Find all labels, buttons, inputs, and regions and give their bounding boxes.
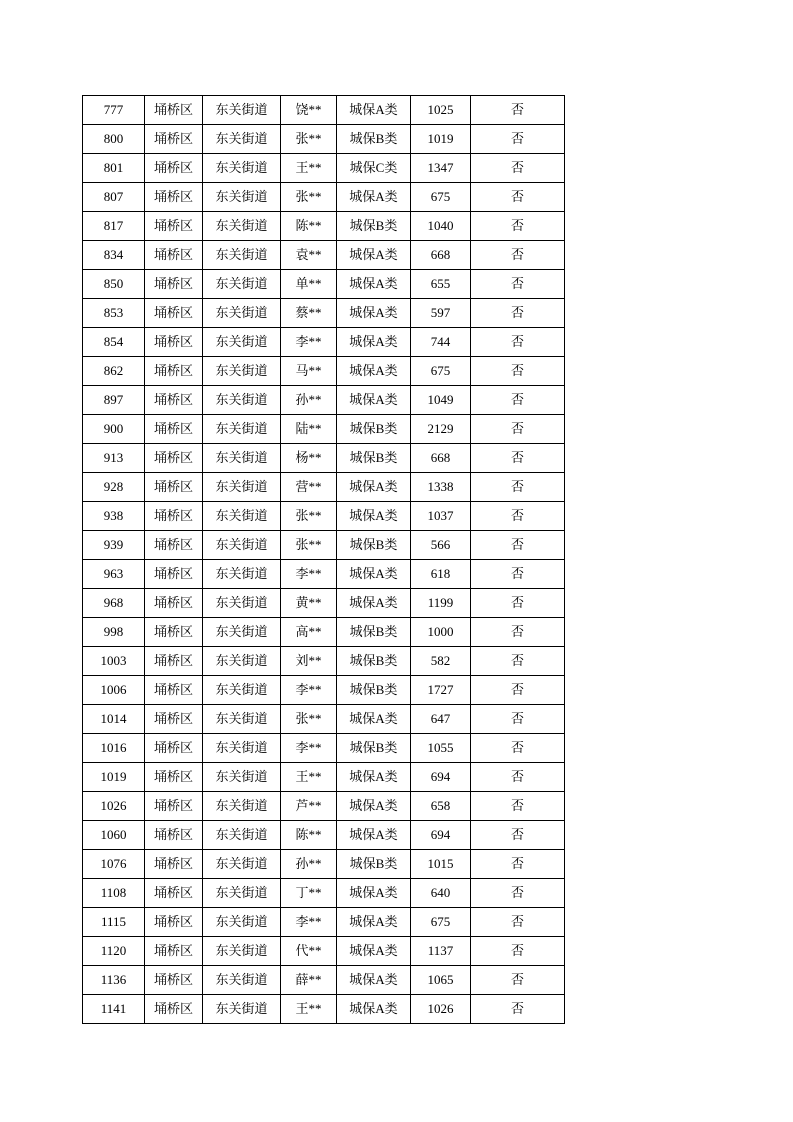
table-cell-type: 城保A类	[337, 821, 411, 850]
table-cell-flag: 否	[471, 560, 565, 589]
table-cell-id: 1141	[83, 995, 145, 1024]
table-cell-amount: 1338	[411, 473, 471, 502]
table-cell-type: 城保A类	[337, 763, 411, 792]
table-row	[83, 647, 565, 676]
table-cell-name: 丁**	[281, 879, 337, 908]
table-cell-district: 埇桥区	[145, 618, 203, 647]
table-cell-amount: 1199	[411, 589, 471, 618]
table-cell-type: 城保A类	[337, 908, 411, 937]
table-cell-flag: 否	[471, 792, 565, 821]
table-cell-amount: 618	[411, 560, 471, 589]
table-cell-street: 东关街道	[203, 415, 281, 444]
table-cell-district: 埇桥区	[145, 125, 203, 154]
table-cell-amount: 1037	[411, 502, 471, 531]
table-cell-id: 800	[83, 125, 145, 154]
table-cell-name: 马**	[281, 357, 337, 386]
table-cell-id: 963	[83, 560, 145, 589]
table-cell-id: 1115	[83, 908, 145, 937]
table-cell-id: 1108	[83, 879, 145, 908]
table-cell-amount: 1727	[411, 676, 471, 705]
table-cell-amount: 675	[411, 357, 471, 386]
table-container	[82, 95, 564, 1024]
table-cell-flag: 否	[471, 763, 565, 792]
table-cell-amount: 655	[411, 270, 471, 299]
table-cell-amount: 1055	[411, 734, 471, 763]
table-cell-name: 李**	[281, 908, 337, 937]
table-cell-amount: 744	[411, 328, 471, 357]
table-cell-street: 东关街道	[203, 879, 281, 908]
table-cell-id: 1076	[83, 850, 145, 879]
table-cell-district: 埇桥区	[145, 792, 203, 821]
table-cell-district: 埇桥区	[145, 473, 203, 502]
table-cell-type: 城保A类	[337, 96, 411, 125]
table-cell-flag: 否	[471, 995, 565, 1024]
table-cell-flag: 否	[471, 531, 565, 560]
table-cell-amount: 582	[411, 647, 471, 676]
table-cell-name: 饶**	[281, 96, 337, 125]
table-cell-type: 城保A类	[337, 966, 411, 995]
table-row	[83, 154, 565, 183]
table-row	[83, 386, 565, 415]
table-row	[83, 502, 565, 531]
table-cell-name: 营**	[281, 473, 337, 502]
table-cell-name: 刘**	[281, 647, 337, 676]
table-cell-name: 孙**	[281, 850, 337, 879]
table-cell-district: 埇桥区	[145, 966, 203, 995]
table-cell-district: 埇桥区	[145, 734, 203, 763]
table-cell-flag: 否	[471, 212, 565, 241]
table-cell-street: 东关街道	[203, 850, 281, 879]
table-cell-street: 东关街道	[203, 473, 281, 502]
table-cell-type: 城保A类	[337, 879, 411, 908]
table-cell-id: 1003	[83, 647, 145, 676]
table-cell-name: 代**	[281, 937, 337, 966]
table-cell-district: 埇桥区	[145, 647, 203, 676]
table-cell-name: 张**	[281, 183, 337, 212]
table-cell-amount: 640	[411, 879, 471, 908]
table-cell-name: 李**	[281, 560, 337, 589]
table-cell-name: 王**	[281, 154, 337, 183]
table-cell-street: 东关街道	[203, 995, 281, 1024]
table-row	[83, 473, 565, 502]
table-cell-street: 东关街道	[203, 96, 281, 125]
table-row	[83, 415, 565, 444]
table-cell-district: 埇桥区	[145, 444, 203, 473]
table-cell-id: 817	[83, 212, 145, 241]
table-cell-amount: 1026	[411, 995, 471, 1024]
table-cell-street: 东关街道	[203, 792, 281, 821]
table-cell-amount: 668	[411, 444, 471, 473]
table-cell-id: 862	[83, 357, 145, 386]
table-cell-flag: 否	[471, 299, 565, 328]
table-cell-type: 城保A类	[337, 386, 411, 415]
table-cell-id: 938	[83, 502, 145, 531]
table-cell-street: 东关街道	[203, 560, 281, 589]
table-cell-name: 高**	[281, 618, 337, 647]
table-cell-name: 王**	[281, 995, 337, 1024]
table-cell-flag: 否	[471, 589, 565, 618]
table-cell-type: 城保A类	[337, 328, 411, 357]
table-cell-flag: 否	[471, 647, 565, 676]
table-cell-flag: 否	[471, 908, 565, 937]
table-cell-type: 城保B类	[337, 125, 411, 154]
table-cell-id: 900	[83, 415, 145, 444]
table-row	[83, 299, 565, 328]
table-cell-flag: 否	[471, 734, 565, 763]
table-cell-street: 东关街道	[203, 328, 281, 357]
table-cell-flag: 否	[471, 705, 565, 734]
table-cell-name: 李**	[281, 676, 337, 705]
table-cell-id: 834	[83, 241, 145, 270]
table-cell-id: 1026	[83, 792, 145, 821]
table-cell-district: 埇桥区	[145, 589, 203, 618]
table-row	[83, 821, 565, 850]
table-cell-type: 城保B类	[337, 415, 411, 444]
table-cell-id: 1136	[83, 966, 145, 995]
table-cell-flag: 否	[471, 966, 565, 995]
table-cell-flag: 否	[471, 270, 565, 299]
table-cell-type: 城保A类	[337, 560, 411, 589]
table-cell-type: 城保A类	[337, 241, 411, 270]
table-cell-flag: 否	[471, 850, 565, 879]
table-cell-flag: 否	[471, 618, 565, 647]
table-cell-type: 城保B类	[337, 734, 411, 763]
table-cell-name: 陈**	[281, 821, 337, 850]
table-cell-name: 陈**	[281, 212, 337, 241]
table-cell-street: 东关街道	[203, 531, 281, 560]
table-cell-name: 张**	[281, 125, 337, 154]
table-cell-district: 埇桥区	[145, 183, 203, 212]
table-cell-type: 城保A类	[337, 357, 411, 386]
table-cell-district: 埇桥区	[145, 850, 203, 879]
table-cell-type: 城保A类	[337, 473, 411, 502]
table-cell-street: 东关街道	[203, 734, 281, 763]
table-row	[83, 676, 565, 705]
table-cell-district: 埇桥区	[145, 386, 203, 415]
table-cell-type: 城保A类	[337, 937, 411, 966]
table-cell-amount: 668	[411, 241, 471, 270]
table-row	[83, 908, 565, 937]
table-cell-amount: 1049	[411, 386, 471, 415]
table-cell-type: 城保B类	[337, 676, 411, 705]
table-cell-flag: 否	[471, 473, 565, 502]
table-cell-district: 埇桥区	[145, 96, 203, 125]
table-cell-street: 东关街道	[203, 705, 281, 734]
table-cell-district: 埇桥区	[145, 908, 203, 937]
table-cell-street: 东关街道	[203, 444, 281, 473]
table-cell-type: 城保A类	[337, 995, 411, 1024]
table-row	[83, 937, 565, 966]
table-cell-name: 袁**	[281, 241, 337, 270]
table-cell-flag: 否	[471, 183, 565, 212]
table-cell-amount: 675	[411, 908, 471, 937]
table-row	[83, 966, 565, 995]
table-row	[83, 618, 565, 647]
table-row	[83, 763, 565, 792]
table-cell-id: 913	[83, 444, 145, 473]
table-cell-type: 城保B类	[337, 531, 411, 560]
table-cell-flag: 否	[471, 937, 565, 966]
table-body	[83, 96, 565, 1024]
table-row	[83, 357, 565, 386]
table-cell-district: 埇桥区	[145, 299, 203, 328]
table-cell-amount: 647	[411, 705, 471, 734]
table-cell-id: 807	[83, 183, 145, 212]
table-cell-flag: 否	[471, 125, 565, 154]
table-cell-street: 东关街道	[203, 357, 281, 386]
table-cell-amount: 658	[411, 792, 471, 821]
table-cell-id: 853	[83, 299, 145, 328]
table-cell-id: 777	[83, 96, 145, 125]
table-row	[83, 241, 565, 270]
table-cell-name: 孙**	[281, 386, 337, 415]
table-cell-amount: 694	[411, 763, 471, 792]
table-cell-amount: 675	[411, 183, 471, 212]
table-cell-amount: 1347	[411, 154, 471, 183]
table-cell-amount: 1040	[411, 212, 471, 241]
table-cell-district: 埇桥区	[145, 328, 203, 357]
table-cell-district: 埇桥区	[145, 212, 203, 241]
table-cell-type: 城保A类	[337, 270, 411, 299]
table-cell-amount: 694	[411, 821, 471, 850]
table-cell-district: 埇桥区	[145, 531, 203, 560]
table-cell-street: 东关街道	[203, 183, 281, 212]
table-cell-amount: 2129	[411, 415, 471, 444]
table-cell-id: 998	[83, 618, 145, 647]
table-cell-flag: 否	[471, 386, 565, 415]
table-row	[83, 444, 565, 473]
table-cell-type: 城保A类	[337, 299, 411, 328]
table-cell-id: 1014	[83, 705, 145, 734]
table-cell-district: 埇桥区	[145, 995, 203, 1024]
table-cell-district: 埇桥区	[145, 763, 203, 792]
table-cell-type: 城保A类	[337, 589, 411, 618]
table-cell-street: 东关街道	[203, 212, 281, 241]
table-row	[83, 270, 565, 299]
table-cell-flag: 否	[471, 154, 565, 183]
table-cell-name: 张**	[281, 705, 337, 734]
table-cell-name: 李**	[281, 734, 337, 763]
table-cell-id: 968	[83, 589, 145, 618]
table-cell-flag: 否	[471, 676, 565, 705]
table-row	[83, 589, 565, 618]
table-cell-type: 城保A类	[337, 792, 411, 821]
table-cell-street: 东关街道	[203, 241, 281, 270]
table-row	[83, 212, 565, 241]
table-row	[83, 850, 565, 879]
table-cell-type: 城保B类	[337, 212, 411, 241]
table-cell-district: 埇桥区	[145, 676, 203, 705]
table-cell-name: 黄**	[281, 589, 337, 618]
table-row	[83, 560, 565, 589]
table-row	[83, 125, 565, 154]
table-cell-flag: 否	[471, 879, 565, 908]
table-cell-street: 东关街道	[203, 386, 281, 415]
table-cell-district: 埇桥区	[145, 154, 203, 183]
table-cell-amount: 1015	[411, 850, 471, 879]
table-cell-street: 东关街道	[203, 821, 281, 850]
table-cell-amount: 1137	[411, 937, 471, 966]
table-cell-district: 埇桥区	[145, 879, 203, 908]
table-cell-street: 东关街道	[203, 125, 281, 154]
table-row	[83, 995, 565, 1024]
table-cell-district: 埇桥区	[145, 357, 203, 386]
table-cell-flag: 否	[471, 96, 565, 125]
table-cell-street: 东关街道	[203, 299, 281, 328]
table-cell-id: 928	[83, 473, 145, 502]
table-cell-amount: 1065	[411, 966, 471, 995]
table-row	[83, 792, 565, 821]
table-cell-id: 939	[83, 531, 145, 560]
table-cell-id: 1006	[83, 676, 145, 705]
table-cell-name: 薛**	[281, 966, 337, 995]
table-cell-name: 王**	[281, 763, 337, 792]
table-row	[83, 879, 565, 908]
table-cell-district: 埇桥区	[145, 415, 203, 444]
table-cell-flag: 否	[471, 444, 565, 473]
table-row	[83, 328, 565, 357]
table-cell-flag: 否	[471, 502, 565, 531]
table-cell-amount: 566	[411, 531, 471, 560]
beneficiary-table	[82, 95, 565, 1024]
table-cell-flag: 否	[471, 415, 565, 444]
table-cell-id: 1019	[83, 763, 145, 792]
table-cell-street: 东关街道	[203, 908, 281, 937]
table-row	[83, 183, 565, 212]
table-cell-name: 陆**	[281, 415, 337, 444]
table-cell-amount: 597	[411, 299, 471, 328]
table-cell-id: 1016	[83, 734, 145, 763]
table-cell-district: 埇桥区	[145, 270, 203, 299]
table-cell-id: 1060	[83, 821, 145, 850]
table-cell-type: 城保A类	[337, 183, 411, 212]
table-cell-type: 城保C类	[337, 154, 411, 183]
table-cell-street: 东关街道	[203, 937, 281, 966]
table-cell-flag: 否	[471, 357, 565, 386]
table-cell-id: 897	[83, 386, 145, 415]
table-cell-name: 芦**	[281, 792, 337, 821]
table-row	[83, 531, 565, 560]
table-cell-id: 801	[83, 154, 145, 183]
table-cell-amount: 1025	[411, 96, 471, 125]
table-cell-district: 埇桥区	[145, 821, 203, 850]
table-row	[83, 96, 565, 125]
table-cell-id: 854	[83, 328, 145, 357]
table-cell-flag: 否	[471, 328, 565, 357]
table-cell-id: 850	[83, 270, 145, 299]
table-cell-flag: 否	[471, 241, 565, 270]
table-cell-district: 埇桥区	[145, 560, 203, 589]
table-cell-street: 东关街道	[203, 763, 281, 792]
table-cell-name: 杨**	[281, 444, 337, 473]
table-cell-type: 城保A类	[337, 502, 411, 531]
table-cell-street: 东关街道	[203, 966, 281, 995]
table-cell-flag: 否	[471, 821, 565, 850]
table-cell-amount: 1019	[411, 125, 471, 154]
table-cell-street: 东关街道	[203, 647, 281, 676]
table-cell-name: 李**	[281, 328, 337, 357]
table-cell-id: 1120	[83, 937, 145, 966]
table-cell-district: 埇桥区	[145, 502, 203, 531]
table-cell-name: 蔡**	[281, 299, 337, 328]
table-cell-street: 东关街道	[203, 589, 281, 618]
table-row	[83, 734, 565, 763]
table-cell-name: 张**	[281, 531, 337, 560]
table-cell-type: 城保B类	[337, 618, 411, 647]
table-cell-type: 城保A类	[337, 705, 411, 734]
table-cell-street: 东关街道	[203, 618, 281, 647]
table-cell-name: 单**	[281, 270, 337, 299]
table-cell-type: 城保B类	[337, 444, 411, 473]
table-cell-amount: 1000	[411, 618, 471, 647]
table-cell-type: 城保B类	[337, 647, 411, 676]
table-cell-street: 东关街道	[203, 270, 281, 299]
table-cell-street: 东关街道	[203, 676, 281, 705]
table-cell-type: 城保B类	[337, 850, 411, 879]
table-cell-name: 张**	[281, 502, 337, 531]
table-cell-street: 东关街道	[203, 154, 281, 183]
table-cell-street: 东关街道	[203, 502, 281, 531]
table-cell-district: 埇桥区	[145, 705, 203, 734]
table-cell-district: 埇桥区	[145, 937, 203, 966]
table-cell-district: 埇桥区	[145, 241, 203, 270]
table-row	[83, 705, 565, 734]
